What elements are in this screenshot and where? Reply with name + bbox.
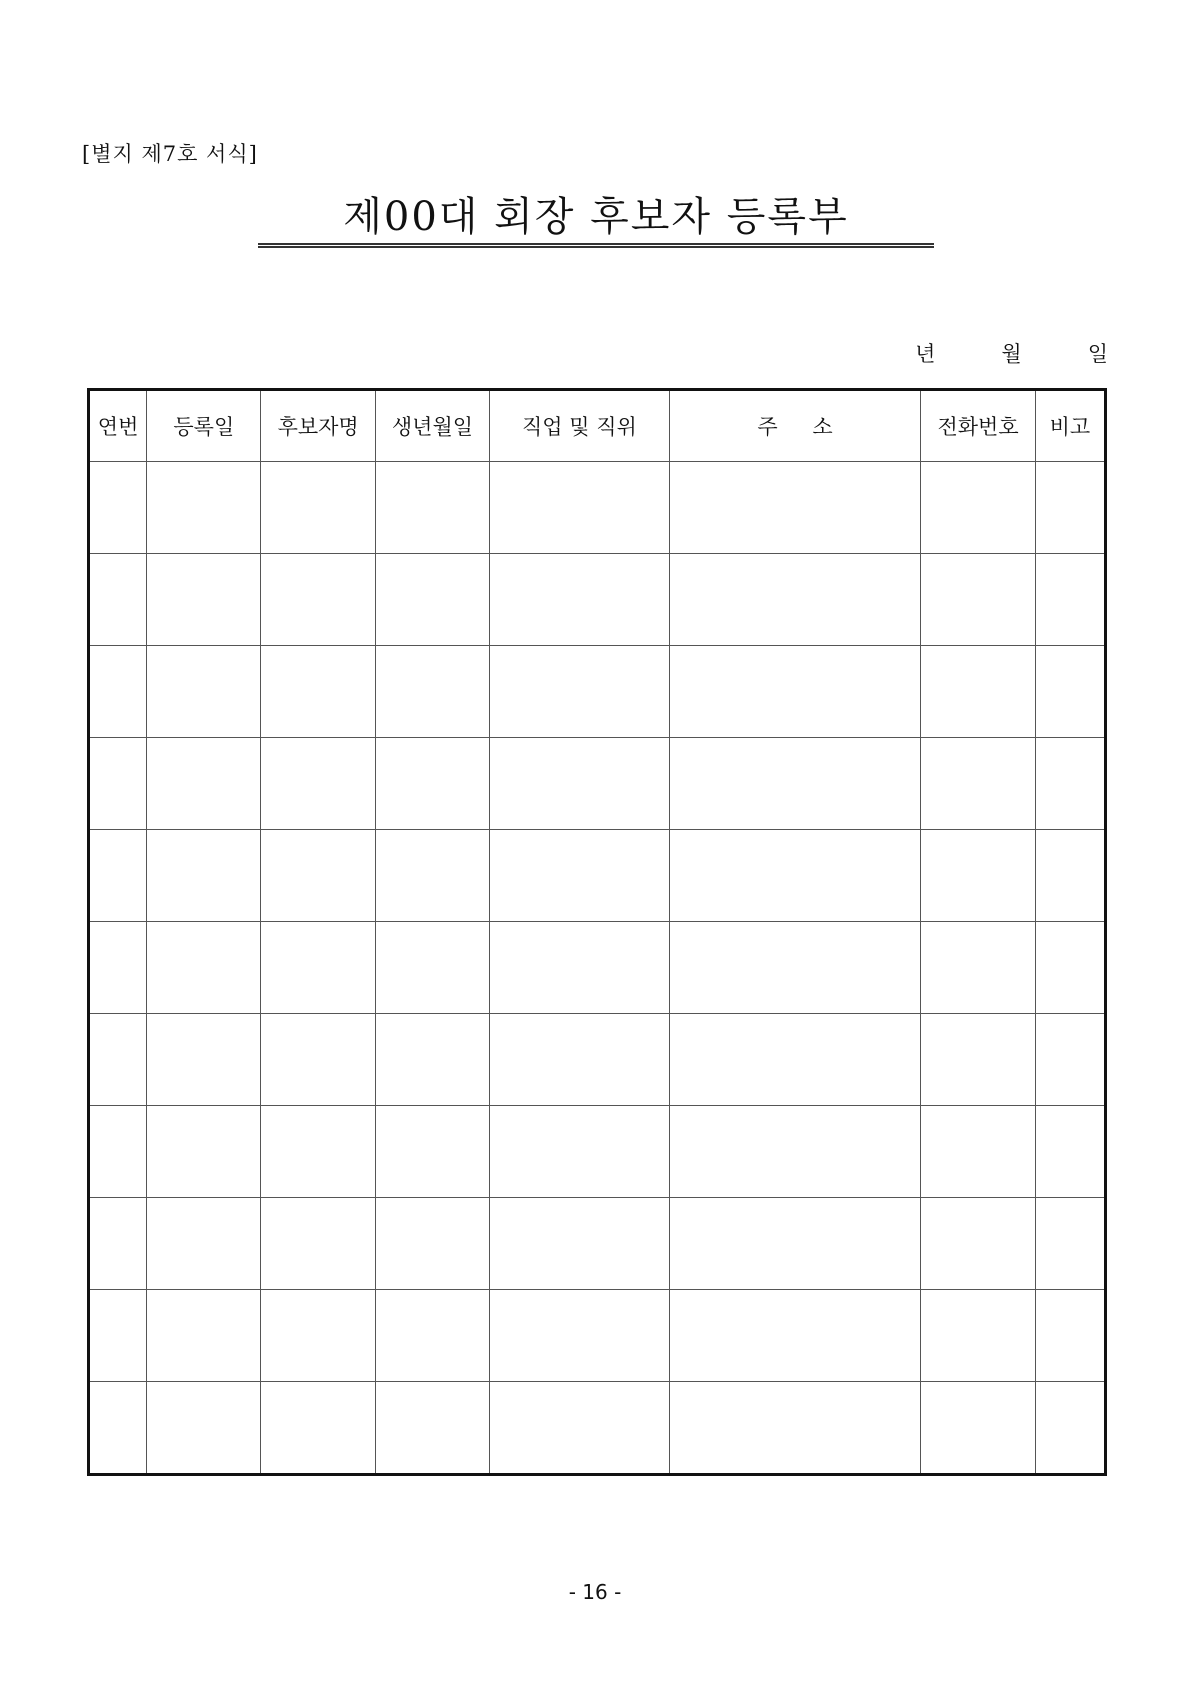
cell-no <box>89 830 147 922</box>
cell-address <box>669 1106 921 1198</box>
table-row <box>89 1198 1106 1290</box>
cell-birth-date <box>375 738 489 830</box>
cell-registration-date <box>147 646 261 738</box>
cell-note <box>1035 462 1105 554</box>
cell-candidate-name <box>261 1106 375 1198</box>
cell-registration-date <box>147 1014 261 1106</box>
cell-job-position <box>490 462 670 554</box>
cell-candidate-name <box>261 1198 375 1290</box>
header-no: 연번 <box>89 390 147 462</box>
cell-registration-date <box>147 738 261 830</box>
cell-note <box>1035 646 1105 738</box>
cell-candidate-name <box>261 554 375 646</box>
table-row <box>89 1014 1106 1106</box>
table-body <box>89 462 1106 1475</box>
cell-birth-date <box>375 646 489 738</box>
cell-phone <box>921 1198 1035 1290</box>
cell-address <box>669 554 921 646</box>
cell-note <box>1035 830 1105 922</box>
cell-birth-date <box>375 1382 489 1475</box>
cell-birth-date <box>375 462 489 554</box>
cell-registration-date <box>147 1382 261 1475</box>
cell-registration-date <box>147 1106 261 1198</box>
date-month-label: 월 <box>1001 342 1022 366</box>
table-row <box>89 1382 1106 1475</box>
date-year-label: 년 <box>915 342 936 366</box>
header-phone: 전화번호 <box>921 390 1035 462</box>
cell-registration-date <box>147 830 261 922</box>
cell-note <box>1035 1198 1105 1290</box>
cell-phone <box>921 830 1035 922</box>
cell-birth-date <box>375 922 489 1014</box>
cell-candidate-name <box>261 646 375 738</box>
cell-no <box>89 1106 147 1198</box>
cell-phone <box>921 738 1035 830</box>
cell-candidate-name <box>261 922 375 1014</box>
cell-candidate-name <box>261 462 375 554</box>
cell-note <box>1035 1014 1105 1106</box>
cell-no <box>89 1014 147 1106</box>
table-row <box>89 646 1106 738</box>
cell-job-position <box>490 1106 670 1198</box>
cell-no <box>89 1290 147 1382</box>
candidate-register-table <box>87 388 1107 1476</box>
cell-address <box>669 830 921 922</box>
table-row <box>89 462 1106 554</box>
cell-job-position <box>490 646 670 738</box>
cell-job-position <box>490 738 670 830</box>
form-number-label: [별지 제7호 서식] <box>82 142 258 166</box>
cell-address <box>669 1382 921 1475</box>
cell-registration-date <box>147 554 261 646</box>
cell-birth-date <box>375 554 489 646</box>
cell-no <box>89 1198 147 1290</box>
cell-phone <box>921 646 1035 738</box>
cell-note <box>1035 922 1105 1014</box>
cell-no <box>89 554 147 646</box>
cell-address <box>669 922 921 1014</box>
table-row <box>89 554 1106 646</box>
cell-birth-date <box>375 1014 489 1106</box>
cell-no <box>89 738 147 830</box>
cell-no <box>89 462 147 554</box>
header-birth-date: 생년월일 <box>375 390 489 462</box>
cell-candidate-name <box>261 830 375 922</box>
header-job-position: 직업 및 직위 <box>490 390 670 462</box>
cell-address <box>669 1290 921 1382</box>
cell-birth-date <box>375 1290 489 1382</box>
cell-note <box>1035 738 1105 830</box>
cell-registration-date <box>147 1290 261 1382</box>
header-candidate-name: 후보자명 <box>261 390 375 462</box>
cell-phone <box>921 462 1035 554</box>
date-day-label: 일 <box>1087 342 1108 366</box>
cell-job-position <box>490 1382 670 1475</box>
cell-address <box>669 462 921 554</box>
header-note: 비고 <box>1035 390 1105 462</box>
cell-job-position <box>490 1014 670 1106</box>
cell-address <box>669 646 921 738</box>
table-row <box>89 922 1106 1014</box>
table-header-row <box>89 390 1106 462</box>
cell-note <box>1035 1290 1105 1382</box>
table-row <box>89 1290 1106 1382</box>
header-address: 주 소 <box>669 390 921 462</box>
cell-phone <box>921 1106 1035 1198</box>
cell-birth-date <box>375 1106 489 1198</box>
cell-no <box>89 922 147 1014</box>
cell-job-position <box>490 1290 670 1382</box>
cell-note <box>1035 1382 1105 1475</box>
cell-address <box>669 1014 921 1106</box>
cell-birth-date <box>375 830 489 922</box>
date-line <box>915 338 1108 368</box>
cell-registration-date <box>147 922 261 1014</box>
page-number: - 16 - <box>568 1580 622 1604</box>
cell-phone <box>921 1382 1035 1475</box>
cell-job-position <box>490 830 670 922</box>
header-registration-date: 등록일 <box>147 390 261 462</box>
cell-job-position <box>490 922 670 1014</box>
cell-address <box>669 738 921 830</box>
cell-candidate-name <box>261 738 375 830</box>
cell-job-position <box>490 554 670 646</box>
table-row <box>89 738 1106 830</box>
cell-job-position <box>490 1198 670 1290</box>
cell-note <box>1035 1106 1105 1198</box>
cell-note <box>1035 554 1105 646</box>
cell-address <box>669 1198 921 1290</box>
cell-candidate-name <box>261 1014 375 1106</box>
cell-no <box>89 646 147 738</box>
cell-phone <box>921 1014 1035 1106</box>
document-title: 제00대 회장 후보자 등록부 <box>343 194 849 240</box>
cell-phone <box>921 554 1035 646</box>
cell-no <box>89 1382 147 1475</box>
cell-candidate-name <box>261 1290 375 1382</box>
cell-phone <box>921 922 1035 1014</box>
cell-phone <box>921 1290 1035 1382</box>
table-row <box>89 1106 1106 1198</box>
cell-registration-date <box>147 462 261 554</box>
title-underline <box>258 243 934 248</box>
cell-registration-date <box>147 1198 261 1290</box>
table-row <box>89 830 1106 922</box>
cell-candidate-name <box>261 1382 375 1475</box>
cell-birth-date <box>375 1198 489 1290</box>
